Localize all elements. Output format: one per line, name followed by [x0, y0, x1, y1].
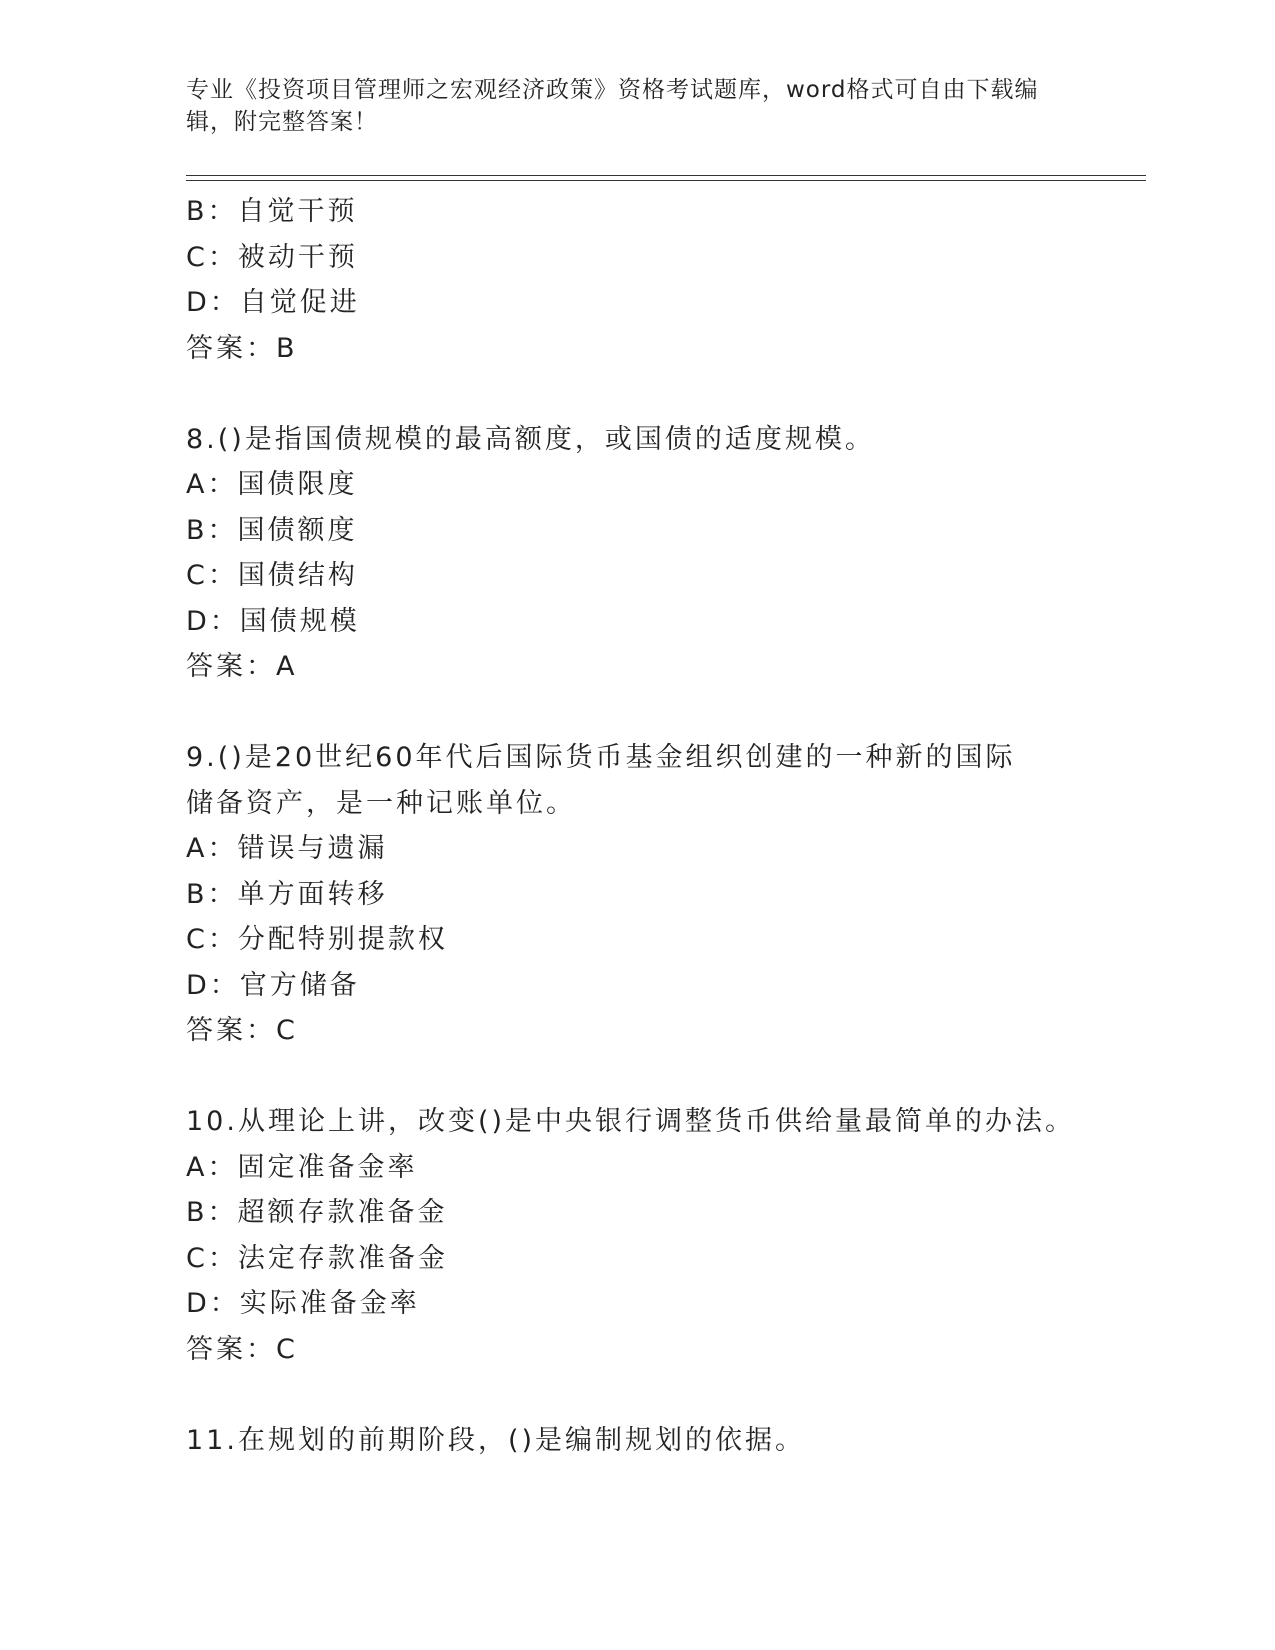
option-b: B：国债额度 — [186, 514, 358, 546]
option-c: C：被动干预 — [186, 241, 358, 273]
question-block-9 — [186, 735, 1086, 1054]
answer-line: 答案：A — [186, 651, 298, 682]
question-stem: 11.在规划的前期阶段，()是编制规划的依据。 — [186, 1424, 806, 1456]
option-c: C：法定存款准备金 — [186, 1242, 448, 1274]
option-a: A：国债限度 — [186, 469, 358, 500]
spacer — [186, 371, 1086, 417]
question-stem: 9.()是20世纪60年代后国际货币基金组织创建的一种新的国际储备资产，是一种记账单位。 — [186, 742, 1016, 819]
header-rule-bottom — [186, 180, 1146, 181]
page-header: 专业《投资项目管理师之宏观经济政策》资格考试题库，word格式可自由下载编辑，附完整答案！ — [186, 77, 1039, 135]
question-block-10 — [186, 1099, 1086, 1372]
option-d: D：实际准备金率 — [186, 1288, 420, 1319]
question-block-11 — [186, 1418, 1086, 1464]
answer-line: 答案：B — [186, 332, 298, 364]
option-b: B：单方面转移 — [186, 878, 388, 910]
spacer — [186, 690, 1086, 736]
header-rule-top — [186, 175, 1146, 176]
spacer — [186, 1372, 1086, 1418]
answer-line: 答案：C — [186, 1015, 298, 1046]
option-c: C：国债结构 — [186, 560, 358, 591]
question-list — [186, 189, 1086, 1463]
option-d: D：国债规模 — [186, 605, 360, 637]
question-stem: 8.()是指国债规模的最高额度，或国债的适度规模。 — [186, 423, 875, 455]
question-block-7 — [186, 189, 1086, 371]
option-b: B：自觉干预 — [186, 196, 358, 227]
question-block-8 — [186, 417, 1086, 690]
option-d: D：自觉促进 — [186, 287, 360, 318]
question-stem: 10.从理论上讲，改变()是中央银行调整货币供给量最简单的办法。 — [186, 1106, 1076, 1137]
answer-line: 答案：C — [186, 1333, 298, 1365]
option-d: D：官方储备 — [186, 969, 360, 1001]
option-a: A：固定准备金率 — [186, 1151, 418, 1183]
option-a: A：错误与遗漏 — [186, 833, 388, 864]
spacer — [186, 1054, 1086, 1100]
option-b: B：超额存款准备金 — [186, 1197, 448, 1228]
option-c: C：分配特别提款权 — [186, 924, 448, 955]
